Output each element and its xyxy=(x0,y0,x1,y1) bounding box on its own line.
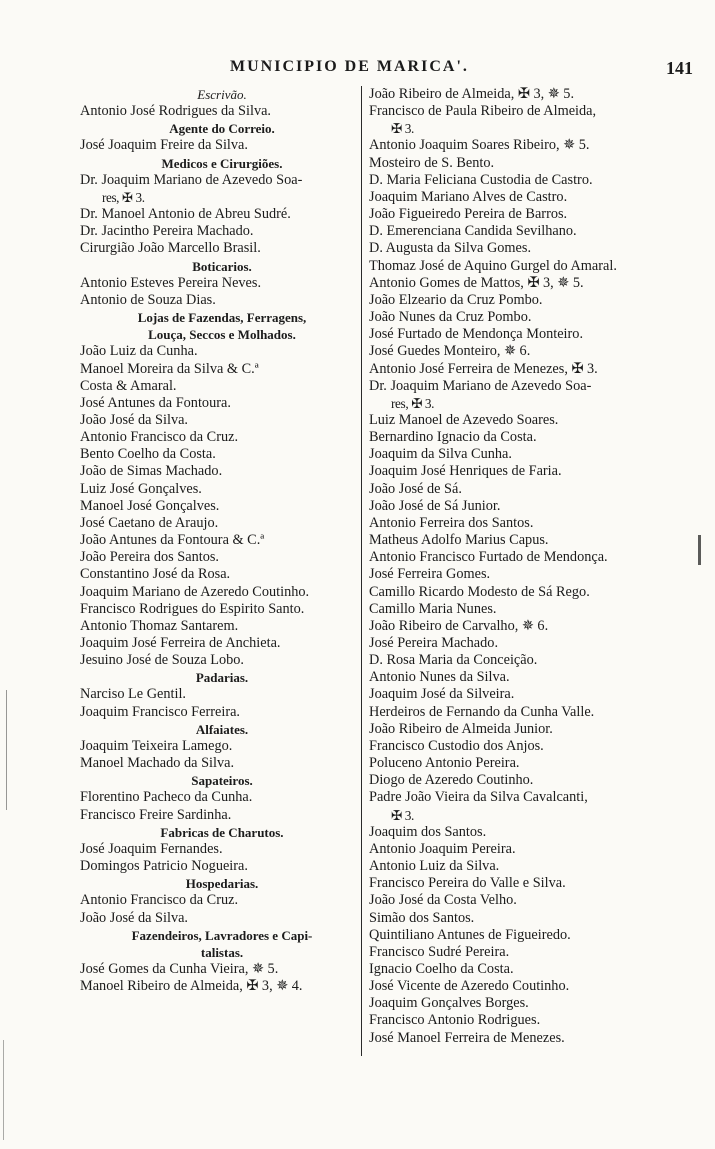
directory-entry: Antonio Francisco da Cruz. xyxy=(80,429,239,446)
directory-entry: Antonio Francisco da Cruz. xyxy=(80,892,239,909)
directory-entry: res, ✠ 3. xyxy=(391,395,435,411)
directory-entry: Domingos Patricio Nogueira. xyxy=(80,858,248,875)
directory-entry: Antonio Joaquim Soares Ribeiro, ✵ 5. xyxy=(369,137,590,154)
directory-entry: João José de Sá. xyxy=(369,480,462,497)
directory-entry: Simão dos Santos. xyxy=(369,909,475,926)
directory-entry: Dr. Manoel Antonio de Abreu Sudré. xyxy=(80,206,291,223)
directory-entry: Antonio Joaquim Pereira. xyxy=(369,840,516,857)
directory-entry: José Joaquim Fernandes. xyxy=(80,840,223,857)
page-number: 141 xyxy=(666,58,693,78)
directory-entry: Joaquim José Ferreira de Anchieta. xyxy=(80,635,281,651)
directory-entry: João José de Sá Junior. xyxy=(369,497,501,514)
directory-entry: João José da Silva. xyxy=(80,411,189,428)
directory-entry: Camillo Maria Nunes. xyxy=(369,600,497,617)
directory-entry: Costa & Amaral. xyxy=(80,377,177,394)
directory-entry: Antonio Esteves Pereira Neves. xyxy=(80,274,262,291)
directory-entry: D. Augusta da Silva Gomes. xyxy=(369,240,532,257)
directory-entry: Antonio Nunes da Silva. xyxy=(369,669,510,686)
directory-entry: João Figueiredo Pereira de Barros. xyxy=(369,206,568,223)
directory-entry: João José da Costa Velho. xyxy=(369,892,517,909)
directory-entry: Manoel Moreira da Silva & C.ª xyxy=(80,360,259,377)
directory-entry: Camillo Ricardo Modesto de Sá Rego. xyxy=(369,583,590,600)
directory-entry: Francisco Sudré Pereira. xyxy=(369,943,510,960)
directory-entry: Bernardino Ignacio da Costa. xyxy=(369,429,537,446)
directory-entry: João de Simas Machado. xyxy=(80,463,223,480)
directory-entry: Antonio José Rodrigues da Silva. xyxy=(80,103,272,120)
directory-entry: José Furtado de Mendonça Monteiro. xyxy=(369,326,584,343)
directory-entry: Quintiliano Antunes de Figueiredo. xyxy=(369,926,571,943)
directory-entry: Florentino Pacheco da Cunha. xyxy=(80,789,253,806)
directory-entry: Herdeiros de Fernando da Cunha Valle. xyxy=(369,703,595,720)
directory-entry: Antonio Ferreira dos Santos. xyxy=(369,514,534,531)
directory-entry: Joaquim da Silva Cunha. xyxy=(369,446,512,463)
page-title: MUNICIPIO DE MARICA'. xyxy=(230,58,469,75)
scan-artifact xyxy=(698,535,701,565)
directory-entry: José Antunes da Fontoura. xyxy=(80,394,231,411)
directory-entry: João Pereira dos Santos. xyxy=(80,549,219,566)
directory-entry: José Gomes da Cunha Vieira, ✵ 5. xyxy=(80,960,279,977)
directory-entry: José Manoel Ferreira de Menezes. xyxy=(369,1029,565,1046)
directory-entry: Francisco Antonio Rodrigues. xyxy=(369,1012,541,1029)
directory-entry: Luiz Manoel de Azevedo Soares. xyxy=(369,411,559,428)
directory-entry: João Ribeiro de Almeida Junior. xyxy=(369,720,553,737)
directory-entry: Thomaz José de Aquino Gurgel do Amaral. xyxy=(369,257,617,274)
directory-entry: D. Emerenciana Candida Sevilhano. xyxy=(369,223,577,240)
directory-entry: Luiz José Gonçalves. xyxy=(80,480,202,497)
directory-entry: Francisco Custodio dos Anjos. xyxy=(369,737,544,754)
directory-entry: ✠ 3. xyxy=(391,121,414,137)
directory-entry: Manoel Ribeiro de Almeida, ✠ 3, ✵ 4. xyxy=(80,978,303,995)
directory-entry: Diogo de Azeredo Coutinho. xyxy=(369,772,534,789)
section-heading: Medicos e Cirurgiões. xyxy=(161,155,283,171)
directory-entry: Bento Coelho da Costa. xyxy=(80,446,216,463)
directory-entry: Joaquim Gonçalves Borges. xyxy=(369,995,529,1012)
left-column xyxy=(80,86,364,995)
directory-entry: João José da Silva. xyxy=(80,909,189,926)
directory-entry: João Luiz da Cunha. xyxy=(80,343,198,360)
directory-entry: João Ribeiro de Carvalho, ✵ 6. xyxy=(369,617,549,634)
directory-entry: Joaquim Teixeira Lamego. xyxy=(80,737,233,754)
column-divider xyxy=(361,86,362,1056)
directory-entry: João Nunes da Cruz Pombo. xyxy=(369,309,532,326)
section-heading: Hospedarias. xyxy=(185,876,259,892)
directory-entry: Constantino José da Rosa. xyxy=(80,566,231,583)
directory-entry: Joaquim José da Silveira. xyxy=(369,686,515,703)
section-heading: talistas. xyxy=(200,944,244,960)
directory-entry: Antonio Luiz da Silva. xyxy=(369,858,500,875)
directory-entry: Manoel José Gonçalves. xyxy=(80,497,220,514)
directory-entry: João Ribeiro de Almeida, ✠ 3, ✵ 5. xyxy=(369,86,575,102)
directory-entry: Francisco Pereira do Valle e Silva. xyxy=(369,875,566,892)
directory-entry: José Guedes Monteiro, ✵ 6. xyxy=(369,343,531,360)
directory-entry: res, ✠ 3. xyxy=(102,189,145,205)
directory-entry: Dr. Joaquim Mariano de Azevedo Soa- xyxy=(80,171,303,188)
directory-entry: Dr. Joaquim Mariano de Azevedo Soa- xyxy=(369,377,592,394)
section-heading: Agente do Correio. xyxy=(169,121,275,137)
directory-entry: Antonio Gomes de Mattos, ✠ 3, ✵ 5. xyxy=(369,274,584,291)
directory-entry: Joaquim José Henriques de Faria. xyxy=(369,463,562,480)
section-heading: Lojas de Fazendas, Ferragens, xyxy=(137,310,307,326)
directory-entry: Padre João Vieira da Silva Cavalcanti, xyxy=(369,789,588,806)
section-heading: Alfaiates. xyxy=(195,721,249,737)
directory-entry: Antonio Francisco Furtado de Mendonça. xyxy=(369,549,608,566)
directory-entry: Ignacio Coelho da Costa. xyxy=(369,960,514,977)
section-heading: Fazendeiros, Lavradores e Capi- xyxy=(131,927,313,943)
directory-entry: José Pereira Machado. xyxy=(369,635,499,651)
scan-artifact xyxy=(3,1040,4,1140)
directory-entry: D. Maria Feliciana Custodia de Castro. xyxy=(369,171,593,188)
directory-entry: Dr. Jacintho Pereira Machado. xyxy=(80,223,254,240)
directory-entry: Antonio José Ferreira de Menezes, ✠ 3. xyxy=(369,360,598,377)
directory-entry: Francisco Rodrigues do Espirito Santo. xyxy=(80,600,305,617)
directory-entry: Francisco de Paula Ribeiro de Almeida, xyxy=(369,103,597,120)
directory-entry: Jesuino José de Souza Lobo. xyxy=(80,652,244,669)
directory-entry: D. Rosa Maria da Conceição. xyxy=(369,652,538,669)
directory-entry: Antonio Thomaz Santarem. xyxy=(80,617,239,634)
section-heading: Padarias. xyxy=(195,670,249,686)
directory-entry: João Elzeario da Cruz Pombo. xyxy=(369,291,543,308)
section-heading: Fabricas de Charutos. xyxy=(160,824,284,840)
section-heading: Louça, Seccos e Molhados. xyxy=(148,327,296,343)
directory-entry: Narciso Le Gentil. xyxy=(80,686,186,703)
directory-entry: ✠ 3. xyxy=(391,807,414,823)
directory-entry: José Joaquim Freire da Silva. xyxy=(80,137,248,154)
directory-entry: João Antunes da Fontoura & C.ª xyxy=(80,532,265,549)
directory-entry: Mosteiro de S. Bento. xyxy=(369,154,495,171)
directory-entry: Joaquim Francisco Ferreira. xyxy=(80,703,240,720)
directory-entry: José Vicente de Azeredo Coutinho. xyxy=(369,978,570,995)
scan-artifact xyxy=(6,690,7,810)
right-column xyxy=(369,86,695,1047)
directory-entry: Joaquim dos Santos. xyxy=(369,823,487,840)
directory-entry: Manoel Machado da Silva. xyxy=(80,755,235,772)
directory-entry: Joaquim Mariano de Azeredo Coutinho. xyxy=(80,583,310,600)
page-header xyxy=(90,58,693,82)
directory-entry: José Ferreira Gomes. xyxy=(369,566,491,583)
section-heading: Sapateiros. xyxy=(191,773,253,789)
section-heading: Boticarios. xyxy=(192,258,252,274)
directory-entry: Cirurgião João Marcello Brasil. xyxy=(80,240,261,257)
directory-entry: Francisco Freire Sardinha. xyxy=(80,806,232,823)
directory-entry: Poluceno Antonio Pereira. xyxy=(369,755,520,772)
directory-entry: Antonio de Souza Dias. xyxy=(80,291,216,308)
directory-entry: Matheus Adolfo Marius Capus. xyxy=(369,532,549,549)
role-title: Escrivão. xyxy=(197,87,247,102)
directory-entry: José Caetano de Araujo. xyxy=(80,514,219,531)
directory-entry: Joaquim Mariano Alves de Castro. xyxy=(369,188,568,205)
